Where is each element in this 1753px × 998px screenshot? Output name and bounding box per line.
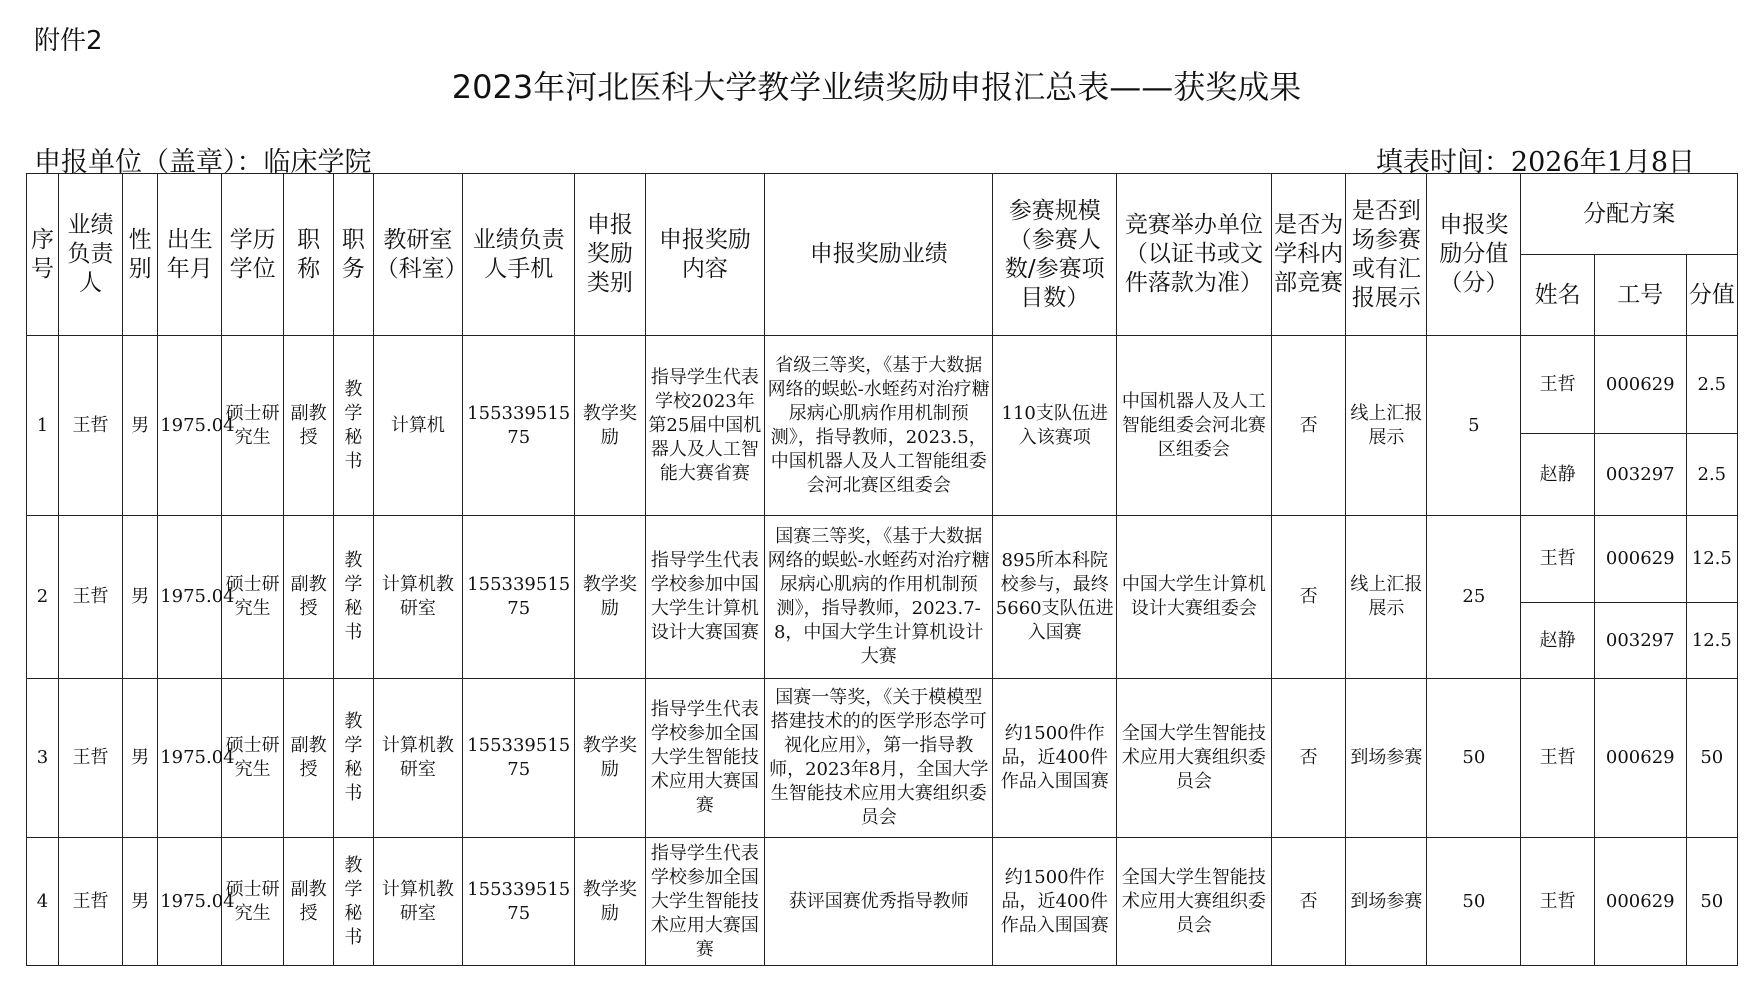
header-phone: 业绩负责人手机 (463, 174, 575, 336)
cell-gender: 男 (123, 838, 158, 966)
cell-score: 25 (1427, 516, 1521, 679)
header-alloc-value: 分值 (1686, 255, 1737, 336)
header-duty: 职务 (334, 174, 373, 336)
cell-category: 教学奖励 (575, 838, 645, 966)
cell-alloc-name: 王哲 (1521, 336, 1595, 434)
table-row (27, 516, 1738, 603)
header-alloc: 分配方案 (1521, 174, 1738, 255)
header-alloc-name: 姓名 (1521, 255, 1595, 336)
header-content: 申报奖励内容 (645, 174, 764, 336)
page-title: 2023年河北医科大学教学业绩奖励申报汇总表——获奖成果 (451, 68, 1302, 106)
cell-internal: 否 (1271, 516, 1346, 679)
header-birth: 出生年月 (158, 174, 222, 336)
header-organizer: 竞赛举办单位（以证书或文件落款为准） (1117, 174, 1272, 336)
cell-onsite: 线上汇报展示 (1346, 336, 1427, 516)
cell-owner: 王哲 (59, 336, 123, 516)
cell-content: 指导学生代表学校参加全国大学生智能技术应用大赛国赛 (645, 838, 764, 966)
cell-birth: 1975.04 (158, 838, 222, 966)
cell-degree: 硕士研究生 (222, 516, 284, 679)
cell-scale: 895所本科院校参与，最终5660支队伍进入国赛 (993, 516, 1117, 679)
cell-degree: 硕士研究生 (222, 838, 284, 966)
cell-birth: 1975.04 (158, 679, 222, 838)
cell-onsite: 线上汇报展示 (1346, 516, 1427, 679)
table-row (27, 336, 1738, 434)
cell-scale: 约1500件作品，近400件作品入围国赛 (993, 679, 1117, 838)
cell-alloc-name: 王哲 (1521, 679, 1595, 838)
cell-alloc-value: 2.5 (1686, 434, 1737, 516)
cell-seq: 1 (27, 336, 59, 516)
cell-alloc-value: 2.5 (1686, 336, 1737, 434)
header-score: 申报奖励分值（分） (1427, 174, 1521, 336)
cell-alloc-id: 000629 (1594, 838, 1686, 966)
reporting-unit: 申报单位（盖章）：临床学院 (34, 147, 372, 178)
cell-internal: 否 (1271, 838, 1346, 966)
header-office: 教研室（科室） (373, 174, 463, 336)
cell-performance: 获评国赛优秀指导教师 (765, 838, 993, 966)
cell-category: 教学奖励 (575, 336, 645, 516)
header-owner: 业绩负责人 (59, 174, 123, 336)
cell-alloc-id: 000629 (1594, 679, 1686, 838)
cell-seq: 4 (27, 838, 59, 966)
header-onsite: 是否到场参赛或有汇报展示 (1346, 174, 1427, 336)
cell-owner: 王哲 (59, 838, 123, 966)
cell-organizer: 中国机器人及人工智能组委会河北赛区组委会 (1117, 336, 1272, 516)
header-performance: 申报奖励业绩 (765, 174, 993, 336)
cell-title: 副教授 (284, 679, 334, 838)
cell-birth: 1975.04 (158, 336, 222, 516)
cell-alloc-id: 000629 (1594, 336, 1686, 434)
cell-title: 副教授 (284, 336, 334, 516)
fill-time: 填表时间：2026年1月8日 (1375, 147, 1695, 178)
cell-internal: 否 (1271, 336, 1346, 516)
cell-gender: 男 (123, 336, 158, 516)
cell-seq: 2 (27, 516, 59, 679)
cell-degree: 硕士研究生 (222, 336, 284, 516)
header-internal: 是否为学科内部竞赛 (1271, 174, 1346, 336)
cell-alloc-value: 50 (1686, 679, 1737, 838)
cell-office: 计算机教研室 (373, 516, 463, 679)
cell-scale: 约1500件作品，近400件作品入围国赛 (993, 838, 1117, 966)
cell-score: 50 (1427, 679, 1521, 838)
header-category: 申报奖励类别 (575, 174, 645, 336)
cell-owner: 王哲 (59, 516, 123, 679)
cell-content: 指导学生代表学校2023年第25届中国机器人及人工智能大赛省赛 (645, 336, 764, 516)
cell-title: 副教授 (284, 516, 334, 679)
cell-alloc-id: 003297 (1594, 434, 1686, 516)
cell-alloc-name: 王哲 (1521, 838, 1595, 966)
header-degree: 学历学位 (222, 174, 284, 336)
cell-score: 5 (1427, 336, 1521, 516)
header-scale: 参赛规模（参赛人数/参赛项目数） (993, 174, 1117, 336)
cell-alloc-name: 王哲 (1521, 516, 1595, 603)
cell-phone: 15533951575 (463, 516, 575, 679)
cell-seq: 3 (27, 679, 59, 838)
cell-alloc-name: 赵静 (1521, 603, 1595, 679)
header-seq: 序号 (27, 174, 59, 336)
cell-owner: 王哲 (59, 679, 123, 838)
cell-duty: 教学秘书 (334, 336, 373, 516)
cell-onsite: 到场参赛 (1346, 679, 1427, 838)
cell-alloc-value: 12.5 (1686, 516, 1737, 603)
table-row (27, 838, 1738, 966)
cell-category: 教学奖励 (575, 679, 645, 838)
cell-duty: 教学秘书 (334, 838, 373, 966)
cell-gender: 男 (123, 516, 158, 679)
cell-alloc-value: 12.5 (1686, 603, 1737, 679)
cell-office: 计算机教研室 (373, 679, 463, 838)
cell-score: 50 (1427, 838, 1521, 966)
attachment-label: 附件2 (34, 26, 103, 56)
header-alloc-id: 工号 (1594, 255, 1686, 336)
cell-duty: 教学秘书 (334, 516, 373, 679)
cell-alloc-id: 000629 (1594, 516, 1686, 603)
cell-organizer: 全国大学生智能技术应用大赛组织委员会 (1117, 838, 1272, 966)
cell-duty: 教学秘书 (334, 679, 373, 838)
cell-phone: 15533951575 (463, 679, 575, 838)
cell-alloc-name: 赵静 (1521, 434, 1595, 516)
table-row (27, 679, 1738, 838)
header-gender: 性别 (123, 174, 158, 336)
cell-title: 副教授 (284, 838, 334, 966)
cell-content: 指导学生代表学校参加中国大学生计算机设计大赛国赛 (645, 516, 764, 679)
cell-performance: 国赛一等奖，《关于模模型搭建技术的的医学形态学可视化应用》，第一指导教师，2023年8月，全国大学生智能技术应用大赛组织委员会 (765, 679, 993, 838)
cell-onsite: 到场参赛 (1346, 838, 1427, 966)
cell-birth: 1975.04 (158, 516, 222, 679)
cell-content: 指导学生代表学校参加全国大学生智能技术应用大赛国赛 (645, 679, 764, 838)
cell-office: 计算机 (373, 336, 463, 516)
cell-degree: 硕士研究生 (222, 679, 284, 838)
header-title: 职称 (284, 174, 334, 336)
cell-office: 计算机教研室 (373, 838, 463, 966)
cell-performance: 省级三等奖，《基于大数据网络的蜈蚣-水蛭药对治疗糖尿病心肌病作用机制预测》，指导教师，2023.5，中国机器人及人工智能组委会河北赛区组委会 (765, 336, 993, 516)
cell-organizer: 中国大学生计算机设计大赛组委会 (1117, 516, 1272, 679)
cell-gender: 男 (123, 679, 158, 838)
cell-alloc-value: 50 (1686, 838, 1737, 966)
cell-organizer: 全国大学生智能技术应用大赛组织委员会 (1117, 679, 1272, 838)
cell-alloc-id: 003297 (1594, 603, 1686, 679)
cell-scale: 110支队伍进入该赛项 (993, 336, 1117, 516)
cell-internal: 否 (1271, 679, 1346, 838)
cell-phone: 15533951575 (463, 838, 575, 966)
award-summary-table (26, 173, 1738, 966)
cell-category: 教学奖励 (575, 516, 645, 679)
cell-phone: 15533951575 (463, 336, 575, 516)
cell-performance: 国赛三等奖，《基于大数据网络的蜈蚣-水蛭药对治疗糖尿病心肌病的作用机制预测》，指导教师，2023.7-8，中国大学生计算机设计大赛 (765, 516, 993, 679)
